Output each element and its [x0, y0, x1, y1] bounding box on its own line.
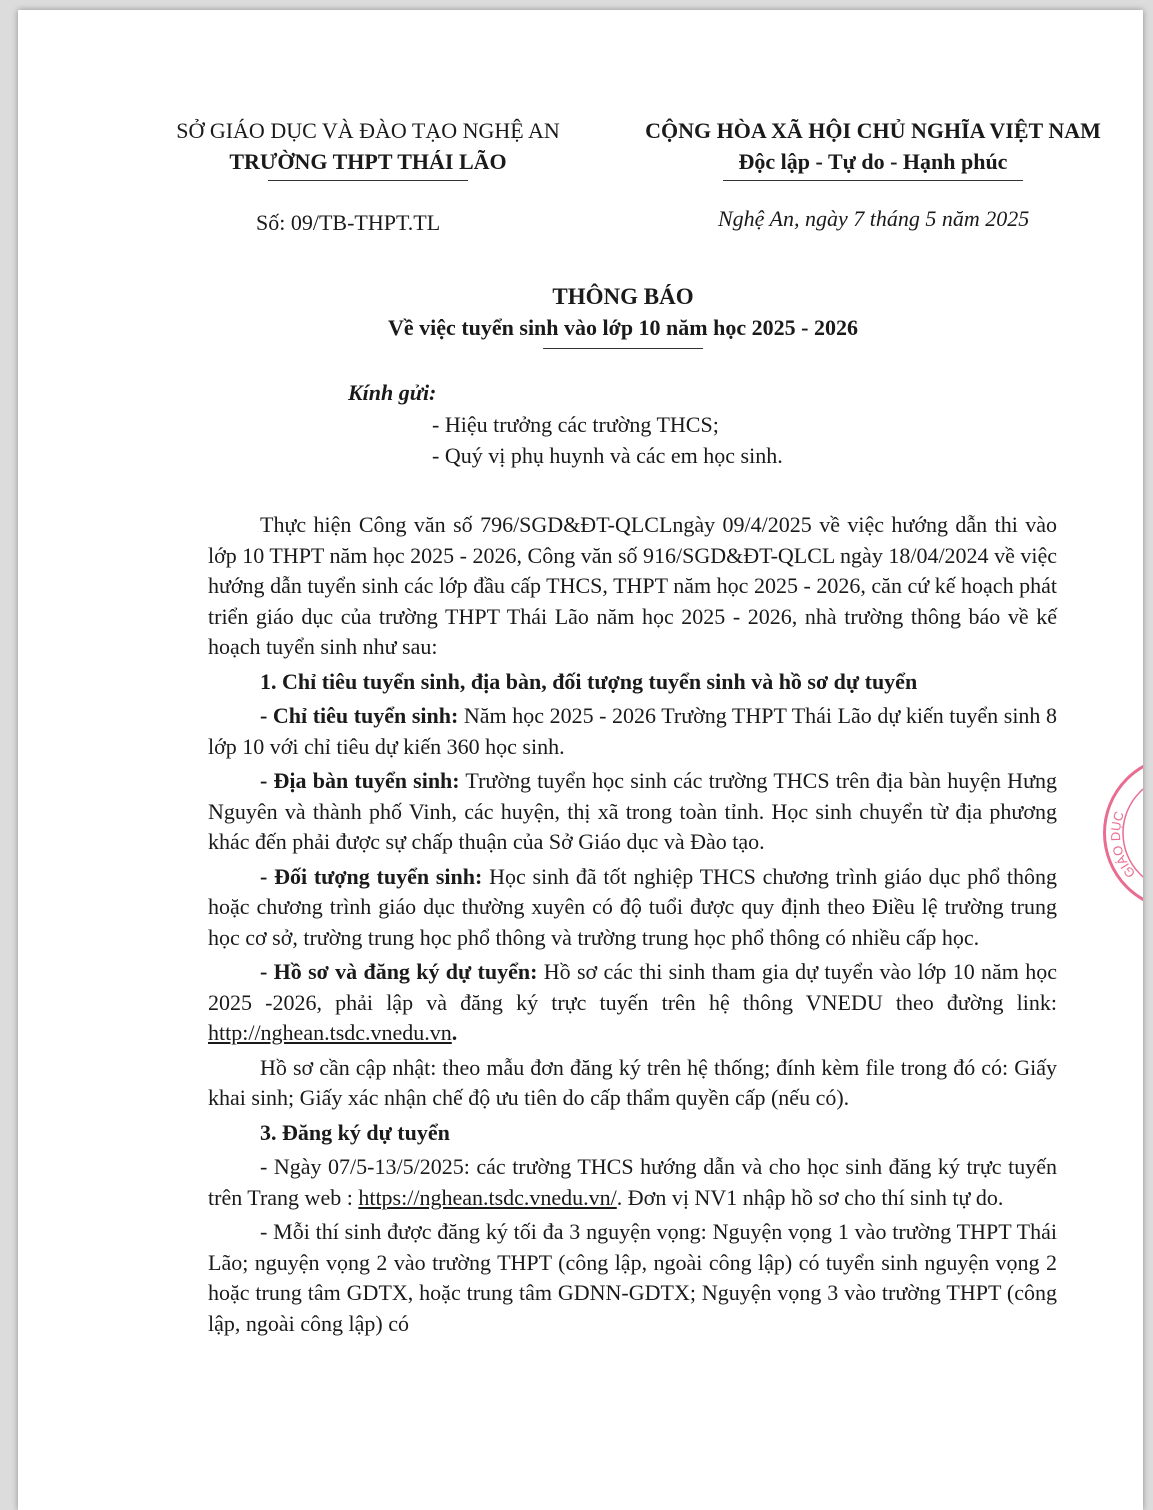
document-body: [208, 510, 1057, 1343]
target-label: - Đối tượng tuyển sinh:: [260, 863, 483, 889]
dossier-paragraph: [208, 957, 1057, 1049]
registration-text: - Ngày 07/5-13/5/2025: các trường THCS hướng dẫn và cho học sinh đăng ký trực tuyến trên Trang web :: [208, 1154, 1057, 1210]
target-paragraph: [208, 862, 1057, 954]
wish-paragraph: - Mỗi thí sinh được đăng ký tối đa 3 nguyện vọng: Nguyện vọng 1 vào trường THPT Thái Lão; nguyện vọng 2 vào trường THPT (công lập, ngoài công lập) có tuyển sinh nguyện vọng 2 hoặc trung tâm GDTX, hoặc trung tâm GDNN-GDTX; Nguyện vọng 3 vào trường THPT (công lập, ngoài công lập) có: [208, 1219, 1057, 1336]
vnedu-link[interactable]: http://nghean.tsdc.vnedu.vn: [208, 1020, 452, 1045]
registration-text-end: . Đơn vị NV1 nhập hồ sơ cho thí sinh tự do.: [616, 1184, 1004, 1210]
dossier-end: .: [451, 1020, 458, 1045]
document-subtitle: Về việc tuyển sinh vào lớp 10 năm học 2025 - 2026: [388, 315, 858, 340]
title-underline: [543, 348, 703, 349]
document-page: [18, 10, 1143, 1510]
area-text: Trường tuyển học sinh các trường THCS trên địa bàn huyện Hưng Nguyên và thành phố Vinh, các huyện, thị xã trong toàn tỉnh. Học sinh chuyển từ địa phương khác đến phải được sự chấp thuận của Sở Giáo dục và Đào tạo.: [208, 768, 1057, 854]
stamp-text: GIÁO DỤC: [1107, 809, 1139, 881]
section-heading: 1. Chỉ tiêu tuyển sinh, địa bàn, đối tượng tuyển sinh và hồ sơ dự tuyển: [260, 668, 918, 694]
registration-paragraph: [208, 1152, 1057, 1213]
dossier-text: Hồ sơ các thi sinh tham gia dự tuyển vào lớp 10 năm học 2025 -2026, phải lập và đăng ký trực tuyến trên hệ thông VNEDU theo đường link:: [208, 959, 1057, 1015]
recipients-label: Kính gửi:: [348, 380, 437, 405]
issuer-underline: [268, 180, 468, 181]
national-heading: [618, 116, 1128, 181]
recipient-item: - Hiệu trưởng các trường THCS;: [432, 412, 719, 437]
quota-text: Năm học 2025 - 2026 Trường THPT Thái Lão dự kiến tuyển sinh 8 lớp 10 với chỉ tiêu dự kiến 360 học sinh.: [208, 703, 1057, 759]
country-name: CỘNG HÒA XÃ HỘI CHỦ NGHĨA VIỆT NAM: [645, 118, 1101, 143]
motto-underline: [723, 180, 1023, 181]
recipient-item: - Quý vị phụ huynh và các em học sinh.: [432, 443, 783, 468]
school-name: TRƯỜNG THPT THÁI LÃO: [229, 149, 507, 174]
document-date: Nghệ An, ngày 7 tháng 5 năm 2025: [718, 206, 1030, 231]
area-paragraph: [208, 766, 1057, 858]
registration-link[interactable]: https://nghean.tsdc.vnedu.vn/: [358, 1184, 617, 1210]
section-heading: 3. Đăng ký dự tuyển: [260, 1119, 450, 1145]
quota-label: - Chỉ tiêu tuyển sinh:: [260, 703, 459, 728]
document-title: THÔNG BÁO: [552, 284, 694, 309]
department-name: SỞ GIÁO DỤC VÀ ĐÀO TẠO NGHỆ AN: [176, 118, 560, 143]
dossier-label: - Hồ sơ và đăng ký dự tuyển:: [260, 959, 538, 984]
quota-paragraph: [208, 701, 1057, 762]
intro-paragraph: Thực hiện Công văn số 796/SGD&ĐT-QLCLngày 09/4/2025 về việc hướng dẫn thi vào lớp 10 THPT năm học 2025 - 2026, Công văn số 916/SGD&ĐT-QLCL ngày 18/04/2024 về việc hướng dẫn tuyển sinh các lớp đầu cấp THCS, THPT năm học 2025 - 2026, căn cứ kế hoạch phát triển giáo dục của trường THPT Thái Lão năm học 2025 - 2026, nhà trường thông báo về kế hoạch tuyển sinh như sau:: [208, 512, 1057, 659]
target-text: Học sinh đã tốt nghiệp THCS chương trình giáo dục phổ thông hoặc chương trình giáo dục thường xuyên có độ tuổi được quy định theo Điều lệ trường trung học cơ sở, trường trung học phổ thông và trường trung học phổ thông có nhiều cấp học.: [208, 863, 1057, 950]
national-motto: Độc lập - Tự do - Hạnh phúc: [738, 149, 1008, 174]
svg-text:GIÁO DỤC: [1108, 810, 1138, 881]
official-stamp: [1103, 755, 1143, 911]
document-number: Số: 09/TB-THPT.TL: [256, 210, 441, 235]
document-title-block: [18, 282, 1143, 349]
issuer-block: [158, 116, 578, 181]
stamp-emblem: [1106, 758, 1143, 908]
update-paragraph: Hồ sơ cần cập nhật: theo mẫu đơn đăng ký trên hệ thống; đính kèm file trong đó có: Giấy khai sinh; Giấy xác nhận chế độ ưu tiên do cấp thẩm quyền cấp (nếu có).: [208, 1054, 1057, 1110]
area-label: - Địa bàn tuyển sinh:: [260, 768, 460, 793]
